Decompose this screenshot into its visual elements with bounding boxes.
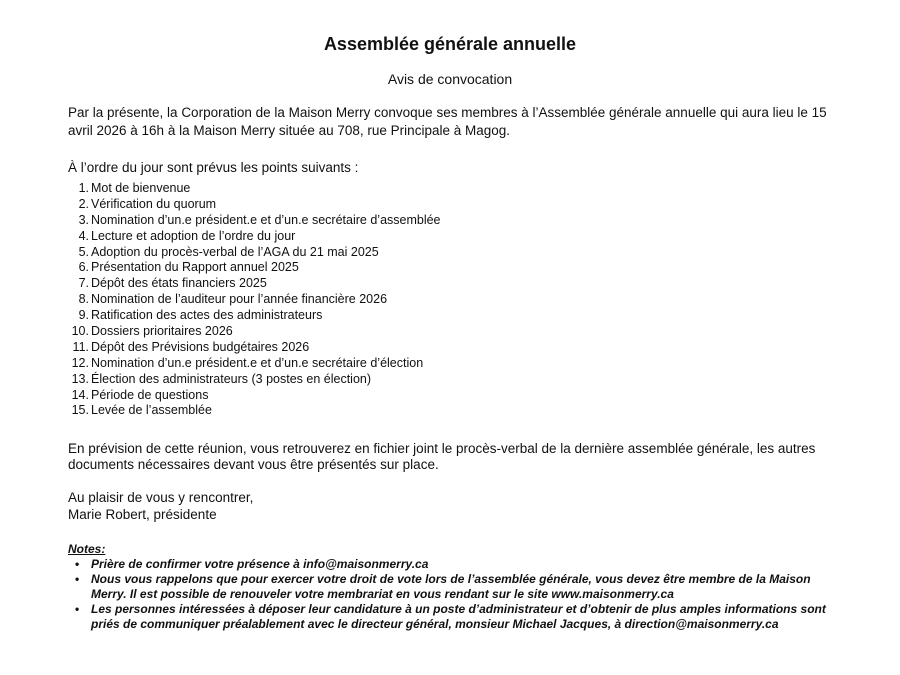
agenda-item-number: 13.	[71, 371, 89, 386]
note-text: Prière de confirmer votre présence à info@maisonmerry.ca	[91, 557, 429, 571]
agenda-item	[68, 372, 441, 388]
agenda-item-number: 11.	[72, 339, 89, 354]
bullet-icon: •	[75, 602, 80, 616]
agenda-item	[68, 388, 441, 404]
agenda-item-number: 1.	[78, 181, 89, 195]
notes-list	[68, 557, 848, 632]
agenda-item-text: Nomination d’un.e président.e et d’un.e secrétaire d’assemblée	[91, 212, 441, 227]
bullet-icon: •	[75, 572, 80, 586]
signoff-greeting: Au plaisir de vous y rencontrer,	[68, 490, 254, 505]
agenda-item-text: Mot de bienvenue	[91, 181, 191, 195]
signoff-signature: Marie Robert, présidente	[68, 507, 217, 522]
agenda-item-text: Dépôt des Prévisions budgétaires 2026	[91, 339, 310, 354]
agenda-item-text: Période de questions	[91, 387, 209, 402]
agenda-item-number: 3.	[78, 212, 89, 227]
agenda-item-number: 8.	[78, 292, 89, 307]
agenda-item	[68, 340, 441, 356]
agenda-list	[68, 181, 441, 419]
agenda-item-text: Ratification des actes des administrateurs	[91, 308, 323, 323]
agenda-item-number: 10.	[71, 324, 89, 339]
intro-paragraph: Par la présente, la Corporation de la Maison Merry convoque ses membres à l’Assemblée générale annuelle qui aura lieu le 15 avril 2026 à 16h à la Maison Merry située au 708, rue Principale à Magog.	[68, 105, 827, 138]
signoff	[68, 489, 253, 523]
agenda-item-text: Élection des administrateurs (3 postes en élection)	[91, 371, 372, 386]
note-text: Les personnes intéressées à déposer leur candidature à un poste d’administrateur et d’obtenir de plus amples informations sont priés de communiquer préalablement avec le directeur général, monsieur Michael Jacques, à direction@maisonmerry.ca	[91, 602, 826, 631]
page-subtitle: Avis de convocation	[387, 71, 513, 87]
agenda-item	[68, 308, 441, 324]
agenda-item-text: Nomination d’un.e président.e et d’un.e secrétaire d’élection	[91, 355, 424, 370]
note-item	[68, 602, 848, 632]
note-item	[68, 572, 848, 602]
agenda-item-text: Levée de l’assemblée	[91, 403, 212, 418]
agenda-item	[68, 213, 441, 229]
agenda-item-number: 15.	[71, 403, 89, 418]
agenda-item-number: 12.	[71, 355, 89, 370]
agenda-item	[68, 245, 441, 261]
agenda-item	[68, 260, 441, 276]
agenda-item-text: Présentation du Rapport annuel 2025	[91, 260, 299, 275]
agenda-item-number: 7.	[78, 276, 89, 291]
agenda-item	[68, 292, 441, 308]
agenda-lead: À l’ordre du jour sont prévus les points suivants :	[68, 160, 359, 175]
agenda-item-number: 5.	[78, 244, 89, 259]
agenda-item	[68, 324, 441, 340]
agenda-item	[68, 276, 441, 292]
note-item	[68, 557, 848, 572]
bullet-icon: •	[75, 557, 80, 571]
note-text: Nous vous rappelons que pour exercer votre droit de vote lors de l’assemblée générale, vous devez être membre de la Maison Merry. Il est possible de renouveler votre membrariat en vous rendant sur le site www.maisonmerry.ca	[91, 572, 811, 601]
agenda-item-text: Adoption du procès-verbal de l’AGA du 21 mai 2025	[91, 244, 379, 259]
agenda-item-text: Vérification du quorum	[91, 196, 217, 211]
agenda-item-text: Dépôt des états financiers 2025	[91, 276, 267, 291]
agenda-item	[68, 229, 441, 245]
agenda-item-number: 6.	[78, 260, 89, 275]
agenda-item	[68, 181, 441, 197]
agenda-item	[68, 403, 441, 419]
page-title: Assemblée générale annuelle	[323, 34, 577, 54]
agenda-item	[68, 197, 441, 213]
agenda-item	[68, 356, 441, 372]
agenda-item-text: Lecture et adoption de l’ordre du jour	[91, 228, 296, 243]
agenda-item-text: Dossiers prioritaires 2026	[91, 324, 233, 339]
notes-heading: Notes:	[68, 542, 106, 556]
agenda-item-number: 14.	[71, 387, 89, 402]
agenda-item-number: 9.	[78, 308, 89, 323]
agenda-item-number: 2.	[78, 196, 89, 211]
closing-paragraph: En prévision de cette réunion, vous retrouverez en fichier joint le procès-verbal de la dernière assemblée générale, les autres documents nécessaires devant vous être présentés sur place.	[68, 441, 816, 472]
agenda-item-number: 4.	[78, 228, 89, 243]
agenda-item-text: Nomination de l’auditeur pour l’année financière 2026	[91, 292, 388, 307]
